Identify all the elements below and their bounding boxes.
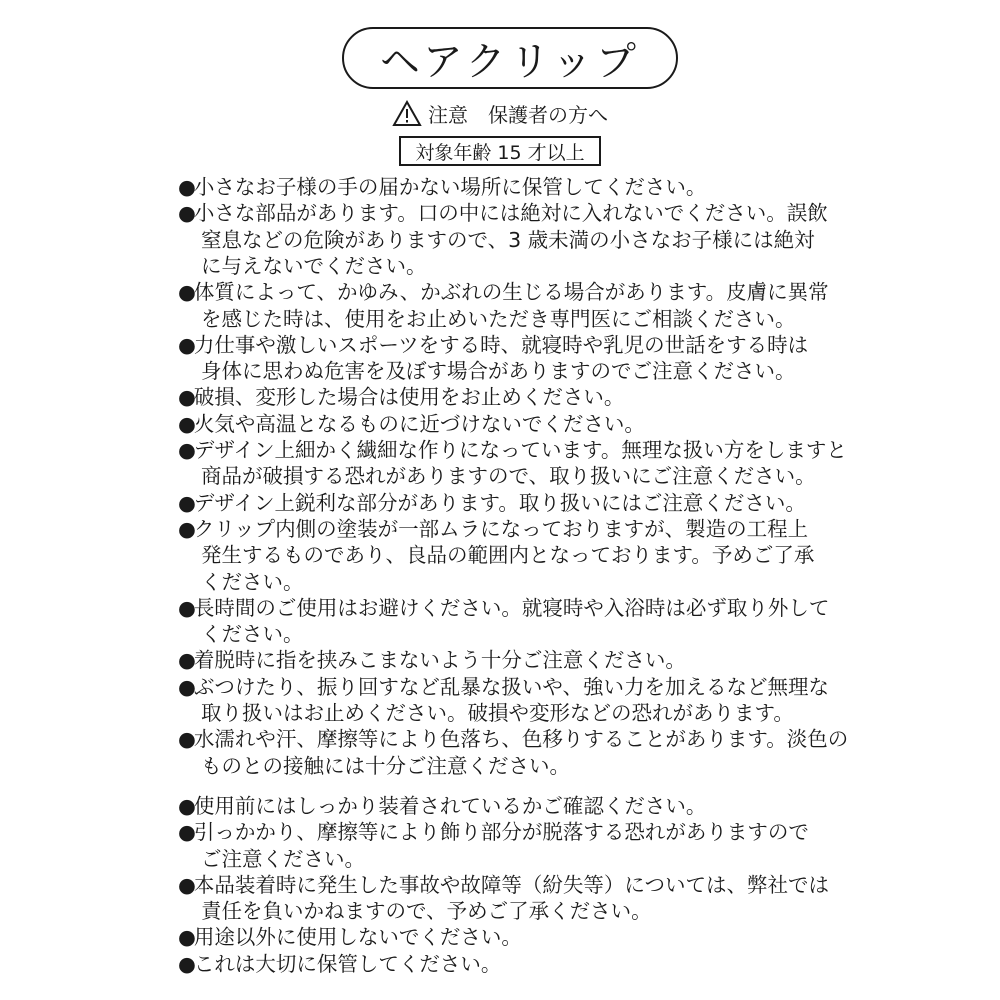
note-line bbox=[178, 174, 706, 200]
note-text: 使用前にはしっかり装着されているかご確認ください。 bbox=[193, 793, 707, 818]
note-text: 水濡れや汗、摩擦等により色落ち、色移りすることがあります。淡色の bbox=[193, 727, 849, 752]
note-line bbox=[178, 279, 829, 305]
note-text: クリップ内側の塗装が一部ムラになっておりますが、製造の工程上 bbox=[193, 516, 809, 541]
note-line bbox=[178, 793, 706, 819]
note-text: ご注意ください。 bbox=[201, 846, 365, 871]
note-continuation-line bbox=[201, 358, 796, 384]
note-text: 本品装着時に発生した事故や故障等（紛失等）については、弊社では bbox=[193, 872, 829, 897]
note-text: 火気や高温となるものに近づけないでください。 bbox=[193, 411, 645, 436]
note-text: を感じた時は、使用をお止めいただき専門医にご相談ください。 bbox=[201, 306, 796, 331]
note-text: ください。 bbox=[201, 569, 304, 594]
bullet-icon: ● bbox=[178, 280, 194, 305]
bullet-icon: ● bbox=[178, 490, 194, 515]
note-text: デザイン上鋭利な部分があります。取り扱いにはご注意ください。 bbox=[193, 490, 806, 515]
bullet-icon: ● bbox=[178, 175, 194, 199]
bullet-icon: ● bbox=[178, 727, 194, 752]
note-text: 引っかかり、摩擦等により飾り部分が脱落する恐れがありますので bbox=[193, 820, 809, 845]
note-text: 責任を負いかねますので、予めご了承ください。 bbox=[201, 899, 652, 924]
note-line bbox=[178, 200, 828, 226]
note-line bbox=[178, 726, 848, 752]
note-continuation-line bbox=[201, 621, 304, 647]
note-continuation-line bbox=[201, 253, 427, 279]
caution-heading bbox=[0, 98, 1000, 128]
note-text: ください。 bbox=[201, 622, 304, 647]
note-line bbox=[178, 819, 809, 845]
note-continuation-line bbox=[201, 542, 814, 568]
note-continuation-line bbox=[201, 898, 652, 924]
note-continuation-line bbox=[201, 846, 365, 872]
note-line bbox=[178, 332, 808, 358]
warning-icon bbox=[392, 100, 422, 127]
note-continuation-line bbox=[201, 753, 570, 779]
bullet-icon: ● bbox=[178, 595, 194, 620]
note-text: 用途以外に使用しないでください。 bbox=[193, 925, 522, 950]
bullet-icon: ● bbox=[178, 648, 194, 673]
product-title: ヘアクリップ bbox=[380, 38, 640, 85]
note-text: ぶつけたり、振り回すなど乱暴な扱いや、強い力を加えるなど無理な bbox=[193, 674, 829, 699]
bullet-icon: ● bbox=[178, 438, 194, 462]
note-text: 体質によって、かゆみ、かぶれの生じる場合があります。皮膚に異常 bbox=[193, 280, 829, 305]
note-text: 力仕事や激しいスポーツをする時、就寝時や乳児の世話をする時は bbox=[193, 332, 809, 357]
bullet-icon: ● bbox=[178, 820, 194, 845]
note-text: これは大切に保管してください。 bbox=[193, 951, 502, 976]
note-text: ものとの接触には十分ご注意ください。 bbox=[201, 753, 570, 778]
note-line bbox=[178, 384, 624, 410]
note-line bbox=[178, 411, 645, 437]
note-text: 商品が破損する恐れがありますので、取り扱いにご注意ください。 bbox=[201, 464, 816, 489]
note-text: 小さな部品があります。口の中には絶対に入れないでください。誤飲 bbox=[193, 201, 828, 226]
note-continuation-line bbox=[201, 227, 815, 253]
note-text: に与えないでください。 bbox=[201, 253, 427, 278]
bullet-icon: ● bbox=[178, 332, 194, 357]
note-line bbox=[178, 516, 808, 542]
bullet-icon: ● bbox=[178, 516, 194, 541]
age-notice-box bbox=[399, 136, 601, 166]
bullet-icon: ● bbox=[178, 385, 194, 410]
bullet-icon: ● bbox=[178, 925, 194, 950]
note-continuation-line bbox=[201, 700, 794, 726]
note-text: 破損、変形した場合は使用をお止めください。 bbox=[193, 385, 625, 410]
caution-text: 注意 保護者の方へ bbox=[428, 102, 608, 127]
note-text: 取り扱いはお止めください。破損や変形などの恐れがあります。 bbox=[201, 701, 794, 725]
note-text: 小さなお子様の手の届かない場所に保管してください。 bbox=[193, 175, 707, 199]
note-line bbox=[178, 490, 806, 516]
note-line bbox=[178, 674, 829, 700]
bullet-icon: ● bbox=[178, 793, 194, 818]
note-continuation-line bbox=[201, 306, 796, 332]
title-box bbox=[342, 27, 678, 89]
note-text: 長時間のご使用はお避けください。就寝時や入浴時は必ず取り外して bbox=[193, 595, 830, 620]
bullet-icon: ● bbox=[178, 201, 194, 226]
bullet-icon: ● bbox=[178, 674, 194, 699]
note-line bbox=[178, 951, 501, 977]
note-continuation-line bbox=[201, 569, 304, 595]
note-text: 着脱時に指を挟みこまないよう十分ご注意ください。 bbox=[193, 648, 686, 673]
bullet-icon: ● bbox=[178, 872, 194, 897]
age-notice: 対象年齢 15 才以上 bbox=[415, 141, 585, 164]
note-line bbox=[178, 595, 829, 621]
bullet-icon: ● bbox=[178, 411, 194, 436]
note-text: 窒息などの危険がありますので、3 歳未満の小さなお子様には絶対 bbox=[201, 227, 815, 252]
note-text: 身体に思わぬ危害を及ぼす場合がありますのでご注意ください。 bbox=[201, 359, 796, 384]
note-text: 発生するものであり、良品の範囲内となっております。予めご了承 bbox=[201, 543, 815, 568]
bullet-icon: ● bbox=[178, 951, 194, 976]
note-continuation-line bbox=[201, 463, 816, 489]
note-line bbox=[178, 437, 847, 463]
note-text: デザイン上細かく繊細な作りになっています。無理な扱い方をしますと bbox=[193, 438, 847, 462]
note-line bbox=[178, 647, 686, 673]
note-line bbox=[178, 924, 522, 950]
note-line bbox=[178, 872, 829, 898]
